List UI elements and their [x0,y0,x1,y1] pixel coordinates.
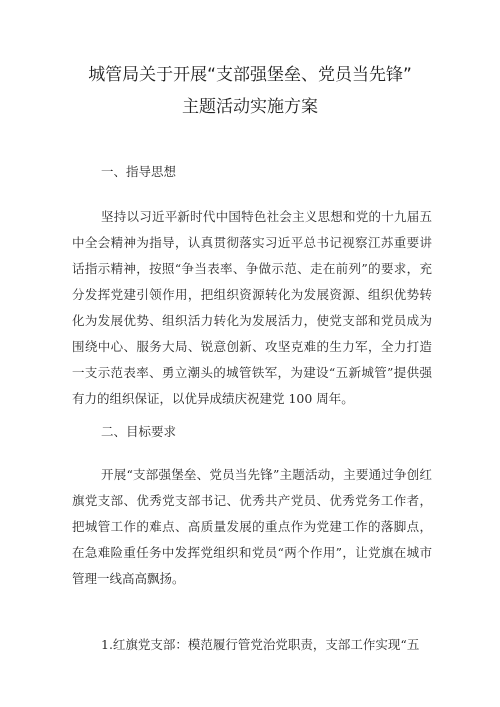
document-title-line-2: 主题活动实施方案 [182,97,318,117]
list-item-red-flag-branch: 1.红旗党支部：模范履行管党治党职责，支部工作实现“五 [101,637,420,652]
section-paragraph-guiding-ideology: 坚持以习近平新时代中国特色社会主义思想和党的十九届五中全会精神为指导，认真贯彻落实习近平总书记视察江苏重要讲话指示精神，按照“争当表率、争做示范、走在前列”的要求，充分发挥党建引领作用，把组织资源转化为发展资源、组织优势转化为发展优势、组织活力转化为发展活力，使党支部和党员成为围绕中心、服务大局、锐意创新、攻坚克难的生力军，全力打造一支示范表率、勇立潮头的城管铁军，为建设“五新城管”提供强有力的组织保证，以优异成绩庆祝建党 100 周年。 [72,209,432,406]
section-paragraph-objectives: 开展“支部强堡垒、党员当先锋”主题活动，主要通过争创红旗党支部、优秀党支部书记、优秀共产党员、优秀党务工作者，把城管工作的难点、高质量发展的重点作为党建工作的落脚点，在急难险重任务中发挥党组织和党员“两个作用”，让党旗在城市管理一线高高飘扬。 [72,467,432,586]
section-heading-objectives: 二、目标要求 [101,424,177,439]
section-heading-guiding-ideology: 一、指导思想 [101,164,177,179]
document-title-line-1: 城管局关于开展“支部强堡垒、党员当先锋” [88,65,412,85]
